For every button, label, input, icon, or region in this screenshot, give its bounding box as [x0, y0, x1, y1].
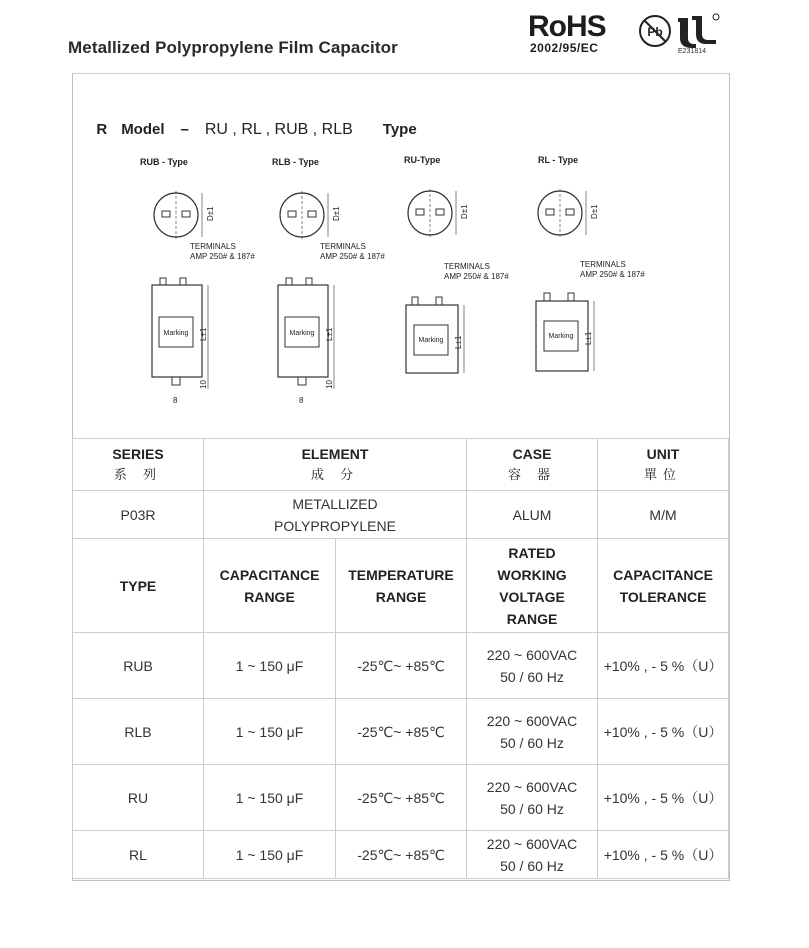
voltage-cell: 220 ~ 600VAC 50 / 60 Hz	[467, 765, 598, 831]
capacitance-cell: 1 ~ 150 μF	[204, 765, 336, 831]
table-row	[73, 831, 729, 879]
temperature-cell: -25℃~ +85℃	[336, 765, 467, 831]
table-row	[73, 439, 729, 491]
capacitance-cell: 1 ~ 150 μF	[204, 633, 336, 699]
rlb-amp: AMP 250# & 187#	[320, 252, 385, 261]
model-types: RU , RL , RUB , RLB	[204, 121, 353, 138]
capacitance-header: CAPACITANCE RANGE	[204, 539, 336, 633]
model-type-word: Type	[382, 121, 417, 138]
series-value: P03R	[73, 491, 204, 539]
document-title: Metallized Polypropylene Film Capacitor	[68, 38, 398, 57]
ru-marking: Marking	[418, 337, 444, 344]
unit-header: UNIT 單位	[598, 439, 729, 491]
voltage-cell: 220 ~ 600VAC 50 / 60 Hz	[467, 633, 598, 699]
type-cell: RL	[73, 831, 204, 879]
rohs-directive: 2002/95/EC	[530, 41, 599, 55]
rub-dim-8: 8	[173, 396, 178, 405]
ul-recognized-icon	[674, 12, 720, 50]
rl-amp: AMP 250# & 187#	[580, 270, 645, 279]
ru-terminals: TERMINALS	[444, 262, 490, 271]
rohs-logo: RoHS	[528, 10, 606, 43]
spec-table	[72, 438, 729, 879]
type-header: TYPE	[73, 539, 204, 633]
rlb-dim-8: 8	[299, 396, 304, 405]
case-header: CASE 容 器	[467, 439, 598, 491]
table-row	[73, 633, 729, 699]
rub-drawing	[140, 157, 255, 405]
ru-type-label: RU-Type	[404, 155, 441, 165]
rlb-dim-l: L±1	[325, 327, 334, 341]
table-row	[73, 765, 729, 831]
rlb-terminals: TERMINALS	[320, 242, 366, 251]
temperature-cell: -25℃~ +85℃	[336, 831, 467, 879]
capacitance-cell: 1 ~ 150 μF	[204, 699, 336, 765]
rl-dim-l: L±1	[584, 331, 593, 345]
ru-dim-d: D±1	[460, 204, 469, 219]
element-header: ELEMENT 成 分	[204, 439, 467, 491]
rub-terminals: TERMINALS	[190, 242, 236, 251]
rub-amp: AMP 250# & 187#	[190, 252, 255, 261]
model-heading	[88, 104, 417, 139]
model-r: R	[96, 121, 108, 138]
rub-dim-d: D±1	[206, 206, 215, 221]
table-row	[73, 491, 729, 539]
rl-type-label: RL - Type	[538, 155, 579, 165]
tolerance-cell: +10% , - 5 %（U）	[598, 831, 729, 879]
tolerance-cell: +10% , - 5 %（U）	[598, 633, 729, 699]
temperature-cell: -25℃~ +85℃	[336, 633, 467, 699]
voltage-header: RATED WORKING VOLTAGE RANGE	[467, 539, 598, 633]
rlb-dim-10: 10	[325, 380, 334, 389]
pb-free-icon	[638, 14, 672, 48]
type-cell: RUB	[73, 633, 204, 699]
rub-marking: Marking	[163, 330, 189, 337]
capacitor-drawings	[110, 145, 680, 415]
case-value: ALUM	[467, 491, 598, 539]
rl-marking: Marking	[548, 333, 574, 340]
ru-top-view	[408, 191, 452, 235]
table-row	[73, 539, 729, 633]
rub-dim-l: L±1	[199, 327, 208, 341]
tolerance-header: CAPACITANCE TOLERANCE	[598, 539, 729, 633]
model-word: Model	[121, 121, 165, 138]
rl-dim-d: D±1	[590, 204, 599, 219]
ru-dim-l: L±1	[454, 335, 463, 349]
ul-number: E231814	[678, 48, 707, 55]
unit-value: M/M	[598, 491, 729, 539]
rub-dim-10: 10	[199, 380, 208, 389]
element-value: METALLIZED POLYPROPYLENE	[204, 491, 467, 539]
rlb-marking: Marking	[289, 330, 315, 337]
type-cell: RLB	[73, 699, 204, 765]
pb-mark: Pb	[647, 25, 663, 39]
rl-top-view	[538, 191, 582, 235]
voltage-cell: 220 ~ 600VAC 50 / 60 Hz	[467, 699, 598, 765]
rlb-dim-d: D±1	[332, 206, 341, 221]
ru-drawing	[404, 155, 509, 373]
rlb-top-view	[280, 193, 324, 237]
rlb-type-label: RLB - Type	[272, 157, 319, 167]
rub-type-label: RUB - Type	[140, 157, 188, 167]
tolerance-cell: +10% , - 5 %（U）	[598, 699, 729, 765]
capacitance-cell: 1 ~ 150 μF	[204, 831, 336, 879]
series-header: SERIES 系 列	[73, 439, 204, 491]
rub-top-view	[154, 193, 198, 237]
voltage-cell: 220 ~ 600VAC 50 / 60 Hz	[467, 831, 598, 879]
table-row	[73, 699, 729, 765]
temperature-header: TEMPERATURE RANGE	[336, 539, 467, 633]
model-dash: –	[180, 121, 189, 138]
tolerance-cell: +10% , - 5 %（U）	[598, 765, 729, 831]
compliance-logos	[528, 10, 728, 60]
rlb-drawing	[272, 157, 385, 405]
rl-drawing	[536, 155, 645, 371]
temperature-cell: -25℃~ +85℃	[336, 699, 467, 765]
ru-amp: AMP 250# & 187#	[444, 272, 509, 281]
type-cell: RU	[73, 765, 204, 831]
rl-terminals: TERMINALS	[580, 260, 626, 269]
